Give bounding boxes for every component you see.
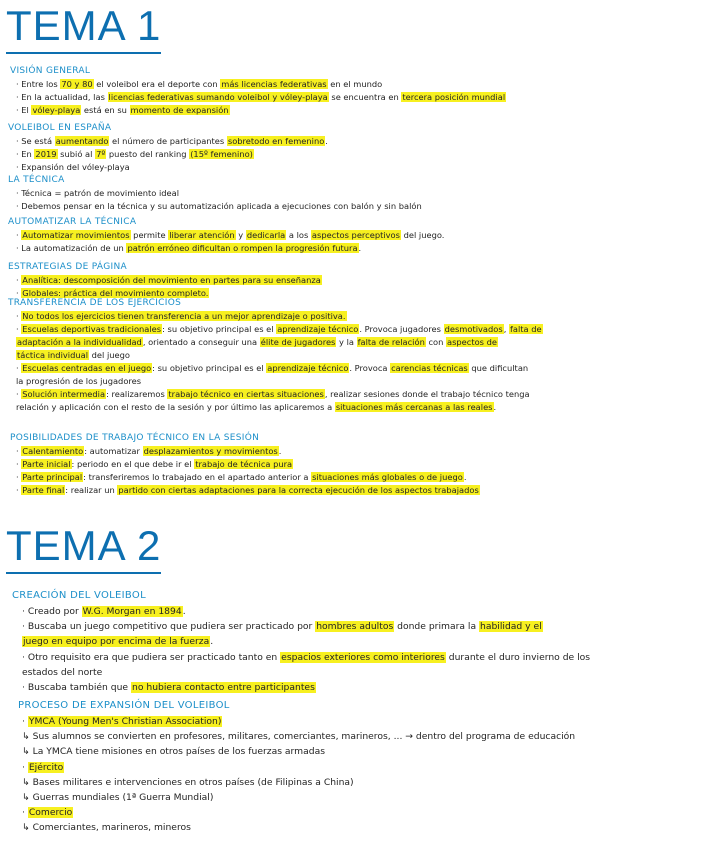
highlighted-text: Globales: práctica del movimiento completo. xyxy=(22,288,209,298)
highlighted-text: (15º femenino) xyxy=(190,149,253,159)
highlighted-text: aspectos de xyxy=(447,337,498,347)
note-line: · Ejército xyxy=(22,761,64,773)
note-line: adaptación a la individualidad, orientado a conseguir una élite de jugadores y la falta de relación con aspectos de xyxy=(17,337,498,347)
highlighted-text: hombres adultos xyxy=(316,621,394,633)
highlighted-text: desmotivados xyxy=(444,324,503,334)
note-line: · No todos los ejercicios tienen transferencia a un mejor aprendizaje o positiva. xyxy=(16,311,346,321)
note-line: · Técnica = patrón de movimiento ideal xyxy=(16,188,180,198)
highlighted-text: táctica individual xyxy=(17,350,89,360)
highlighted-text: aumentando xyxy=(55,136,109,146)
note-line: · Globales: práctica del movimiento completo. xyxy=(16,288,209,298)
highlighted-text: W.G. Morgan en 1894 xyxy=(82,606,182,617)
note-line: estados del norte xyxy=(22,666,103,678)
highlighted-text: 2019 xyxy=(35,149,57,159)
section-heading: VISIÓN GENERAL xyxy=(10,66,91,76)
note-line: · Calentamiento: automatizar desplazamientos y movimientos. xyxy=(16,446,282,456)
note-line: ↳ Comerciantes, marineros, mineros xyxy=(22,822,191,834)
highlighted-text: sobretodo en femenino xyxy=(227,136,325,146)
highlighted-text: aprendizaje técnico xyxy=(277,324,359,334)
highlighted-text: más licencias federativas xyxy=(221,79,327,89)
section-heading: CREACIÓN DEL VOLEIBOL xyxy=(12,590,146,601)
note-line: · Debemos pensar en la técnica y su automatización aplicada a ejecuciones con balón y sin balón xyxy=(16,201,422,211)
note-line: · Automatizar movimientos permite liberar atención y dedicarla a los aspectos perceptivos del juego. xyxy=(16,230,445,240)
section-heading: VOLEIBOL EN ESPAÑA xyxy=(8,123,112,133)
note-line: · En 2019 subió al 7º puesto del ranking (15º femenino) xyxy=(16,149,253,159)
highlighted-text: juego en equipo por encima de la fuerza xyxy=(23,636,210,648)
highlighted-text: partido con ciertas adaptaciones para la correcta ejecución de los aspectos trabajados xyxy=(118,485,479,495)
section-heading: PROCESO DE EXPANSIÓN DEL VOLEIBOL xyxy=(18,700,230,711)
highlighted-text: falta de xyxy=(509,324,542,334)
highlighted-text: Escuelas centradas en el juego xyxy=(22,363,152,373)
note-line: · Entre los 70 y 80 el voleibol era el deporte con más licencias federativas en el mundo xyxy=(16,79,383,89)
highlighted-text: YMCA (Young Men's Christian Association) xyxy=(28,716,222,727)
note-line: juego en equipo por encima de la fuerza. xyxy=(23,636,214,648)
section-heading: AUTOMATIZAR LA TÉCNICA xyxy=(8,217,137,227)
highlighted-text: dedicarla xyxy=(246,230,286,240)
note-line: · Analítica: descomposición del movimiento en partes para su enseñanza xyxy=(16,275,321,285)
note-line: táctica individual del juego xyxy=(17,350,130,360)
note-line: · Creado por W.G. Morgan en 1894. xyxy=(22,606,186,617)
highlighted-text: No todos los ejercicios tienen transferencia a un mejor aprendizaje o positiva. xyxy=(22,311,346,321)
highlighted-text: liberar atención xyxy=(169,230,235,240)
section-heading: POSIBILIDADES DE TRABAJO TÉCNICO EN LA SESIÓN xyxy=(10,433,260,443)
note-line: ↳ Sus alumnos se convierten en profesores, militares, comerciantes, marineros, ... → dentro del programa de educación xyxy=(22,731,576,743)
note-line: ↳ La YMCA tiene misiones en otros países de los fuerzas armadas xyxy=(22,746,325,758)
note-line: · Escuelas centradas en el juego: su objetivo principal es el aprendizaje técnico. Provoca carencias técnicas que dificultan xyxy=(16,363,529,373)
highlighted-text: espacios exteriores como interiores xyxy=(281,651,445,663)
highlighted-text: Analítica: descomposición del movimiento en partes para su enseñanza xyxy=(22,275,321,285)
highlighted-text: habilidad y el xyxy=(480,621,542,633)
note-line: relación y aplicación con el resto de la sesión y por último las aplicaremos a situaciones más cercanas a las reales. xyxy=(16,402,497,412)
highlighted-text: situaciones más globales o de juego xyxy=(312,472,463,482)
note-line: ↳ Bases militares e intervenciones en otros países (de Filipinas a China) xyxy=(22,776,354,788)
highlighted-text: Solución intermedia xyxy=(22,389,106,399)
highlighted-text: Comercio xyxy=(28,807,73,819)
note-line: · Parte inicial: periodo en el que debe ir el trabajo de técnica pura xyxy=(16,459,293,469)
highlighted-text: Ejército xyxy=(28,761,64,773)
highlighted-text: situaciones más cercanas a las reales xyxy=(335,402,493,412)
note-line: · Comercio xyxy=(22,807,73,819)
highlighted-text: vóley-playa xyxy=(32,105,81,115)
highlighted-text: patrón erróneo dificultan o rompen la progresión futura xyxy=(127,243,358,253)
note-line: · Solución intermedia: realizaremos trabajo técnico en ciertas situaciones, realizar sesiones donde el trabajo técnico tenga xyxy=(16,389,530,399)
highlighted-text: Escuelas deportivas tradicionales xyxy=(22,324,162,334)
tema-1-title: TEMA 1 xyxy=(6,2,161,54)
highlighted-text: falta de relación xyxy=(357,337,425,347)
highlighted-text: no hubiera contacto entre participantes xyxy=(132,682,315,693)
section-heading: LA TÉCNICA xyxy=(8,175,65,185)
highlighted-text: 7º xyxy=(96,149,106,159)
note-line: ↳ Guerras mundiales (1ª Guerra Mundial) xyxy=(22,792,214,803)
note-line: · El vóley-playa está en su momento de expansión xyxy=(16,105,229,115)
highlighted-text: Parte final xyxy=(22,485,65,495)
highlighted-text: aspectos perceptivos xyxy=(311,230,400,240)
highlighted-text: desplazamientos y movimientos xyxy=(143,446,278,456)
note-line: la progresión de los jugadores xyxy=(16,376,142,386)
section-heading: ESTRATEGIAS DE PÁGINA xyxy=(8,262,127,272)
tema-2-title: TEMA 2 xyxy=(6,522,161,574)
highlighted-text: élite de jugadores xyxy=(260,337,336,347)
note-line: · En la actualidad, las licencias federativas sumando voleibol y vóley-playa se encuentra en tercera posición mundial xyxy=(16,92,506,102)
note-line: · Parte final: realizar un partido con ciertas adaptaciones para la correcta ejecución de los aspectos trabajados xyxy=(16,485,479,495)
note-line: · Otro requisito era que pudiera ser practicado tanto en espacios exteriores como interiores durante el duro invierno de los xyxy=(22,651,591,663)
highlighted-text: carencias técnicas xyxy=(391,363,468,373)
highlighted-text: Parte inicial xyxy=(22,459,71,469)
highlighted-text: adaptación a la individualidad xyxy=(17,337,142,347)
note-line: · La automatización de un patrón erróneo dificultan o rompen la progresión futura. xyxy=(16,243,362,253)
note-line: · Buscaba un juego competitivo que pudiera ser practicado por hombres adultos donde primara la habilidad y el xyxy=(22,621,542,633)
note-line: · Escuelas deportivas tradicionales: su objetivo principal es el aprendizaje técnico. Provoca jugadores desmotivados, falta de xyxy=(16,324,542,334)
note-line: · Parte principal: transferiremos lo trabajado en el apartado anterior a situaciones más globales o de juego. xyxy=(16,472,467,482)
highlighted-text: momento de expansión xyxy=(130,105,229,115)
highlighted-text: aprendizaje técnico xyxy=(267,363,349,373)
highlighted-text: trabajo técnico en ciertas situaciones xyxy=(168,389,324,399)
note-line: · Se está aumentando el número de participantes sobretodo en femenino. xyxy=(16,136,328,146)
highlighted-text: licencias federativas sumando voleibol y vóley-playa xyxy=(108,92,328,102)
highlighted-text: trabajo de técnica pura xyxy=(195,459,293,469)
highlighted-text: Automatizar movimientos xyxy=(22,230,130,240)
highlighted-text: Parte principal xyxy=(22,472,83,482)
highlighted-text: tercera posición mundial xyxy=(402,92,506,102)
highlighted-text: Calentamiento xyxy=(22,446,84,456)
note-line: · Expansión del vóley-playa xyxy=(16,162,130,172)
note-line: · YMCA (Young Men's Christian Association) xyxy=(22,716,222,727)
highlighted-text: 70 y 80 xyxy=(61,79,93,89)
note-line: · Buscaba también que no hubiera contacto entre participantes xyxy=(22,682,315,693)
section-heading: TRANSFERENCIA DE LOS EJERCICIOS xyxy=(8,298,182,308)
